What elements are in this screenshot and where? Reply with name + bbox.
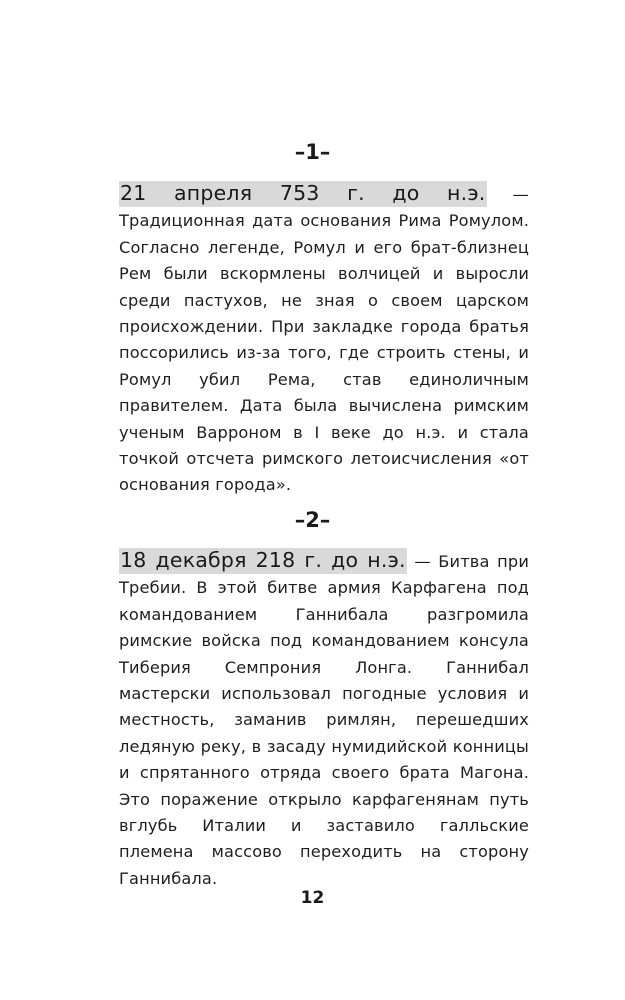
entry-2-date: 18 декабря 218 г. до н.э. bbox=[120, 548, 406, 572]
entry-1-text: Традиционная дата основания Рима Ромулом. Согласно легенде, Ромул и его брат-близнец Рем были вскормлены волчицей и выросли среди пастухов, не зная о своем царском происхождении. При закладке города братья поссорились из-за того, где строить стены, и Ромул убил Рема, став единоличным правителем. Дата была вычислена римским ученым Варроном в I веке до н.э. и стала точкой отсчета римского летоисчисления «от основания города». bbox=[119, 211, 529, 495]
page-number: 12 bbox=[300, 888, 325, 908]
entry-1-paragraph bbox=[119, 180, 529, 499]
entry-2-number: –2– bbox=[294, 508, 331, 532]
entry-1-separator: — bbox=[486, 185, 530, 204]
entry-2-paragraph bbox=[119, 547, 529, 892]
entry-2-text: Битва при Требии. В этой битве армия Карфагена под командованием Ганнибала разгромила римские войска под командованием консула Тиберия Семпрония Лонга. Ганнибал мастерски использовал погодные условия и местность, заманив римлян, перешедших ледяную реку, в засаду нумидийской конницы и спрятанного отряда своего брата Магона. Это поражение открыло карфагенянам путь вглубь Италии и заставило галльские племена массово переходить на сторону Ганнибала. bbox=[119, 552, 529, 888]
entry-1-date: 21 апреля 753 г. до н.э. bbox=[120, 181, 486, 205]
entry-2-separator: — bbox=[406, 552, 439, 571]
entry-1-number: –1– bbox=[294, 140, 331, 164]
